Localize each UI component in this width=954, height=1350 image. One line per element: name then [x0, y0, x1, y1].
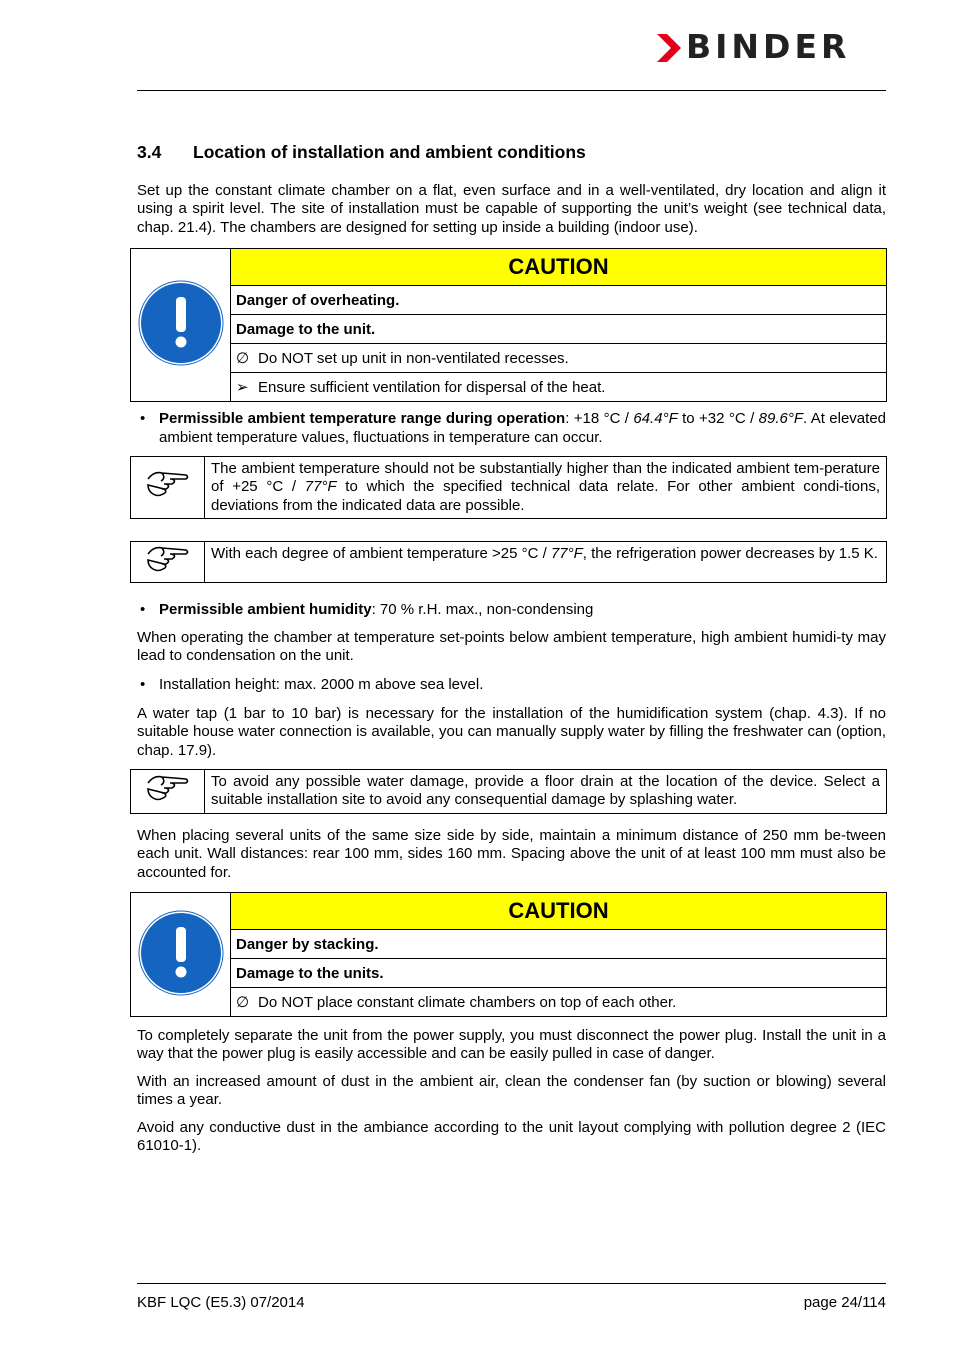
list-item-humidity: • Permissible ambient humidity: 70 % r.H. max., non-condensing [140, 601, 594, 618]
intro-paragraph: Set up the constant climate chamber on a flat, even surface and in a well-ventilated, dry location and align it using a spirit level. The site of installation must be capable of supporting the unit’s weight (see technical data, chap. 21.4). The chambers are designed for setting up inside a building (indoor use). [137, 182, 886, 236]
section-heading [137, 141, 586, 163]
pointing-hand-icon [146, 467, 190, 503]
section-number: 3.4 [137, 142, 162, 162]
power-plug-paragraph: To completely separate the unit from the power supply, you must disconnect the power plug. Install the unit in a way that the power plug is easily accessible and can be easily pulled in case of danger. [137, 1027, 886, 1063]
bullet-dot-icon: • [140, 601, 146, 618]
section-title: Location of installation and ambient conditions [193, 142, 586, 162]
binder-logo-icon [655, 32, 685, 64]
warning-icon-cell [131, 249, 231, 402]
caution-item [231, 344, 887, 373]
caution-title: CAUTION [231, 893, 887, 930]
footer-rule [137, 1283, 886, 1284]
caution-item-text: Ensure sufficient ventilation for dispersal of the heat. [258, 379, 606, 396]
note-box-ambient [130, 456, 887, 519]
caution-box-stacking [130, 892, 887, 1017]
pointing-hand-icon [146, 771, 190, 807]
caution-hazard: Danger by stacking. [231, 930, 887, 959]
caution-item-text: Do NOT place constant climate chambers on top of each other. [258, 994, 677, 1011]
note-icon-cell [131, 770, 205, 814]
note-text: With each degree of ambient temperature >25 °C / 77°F, the refrigeration power decreases by 1.5 K. [205, 542, 887, 583]
spacing-paragraph: When placing several units of the same size side by side, maintain a minimum distance of 250 mm be-tween each unit. Wall distances: rear 100 mm, sides 160 mm. Spacing above the unit of at least 100 mm must also be accounted for. [137, 827, 886, 881]
caution-consequence: Damage to the units. [231, 959, 887, 988]
caution-title: CAUTION [231, 249, 887, 286]
prohibition-icon: ∅ [236, 350, 250, 367]
caution-hazard: Danger of overheating. [231, 286, 887, 315]
note-box-refrigeration [130, 541, 887, 583]
note-text: To avoid any possible water damage, provide a floor drain at the location of the device. Select a suitable installation site to avoid any consequential damage by splashing water. [205, 770, 887, 814]
condensation-paragraph: When operating the chamber at temperature set-points below ambient temperature, high ambient humidi-ty may lead to condensation on the unit. [137, 629, 886, 665]
note-icon-cell [131, 457, 205, 519]
list-item-temperature: • Permissible ambient temperature range during operation: +18 °C / 64.4°F to +32 °C / 89.6°F. At elevated ambient temperature values, fluctuations in temperature can occur. [140, 410, 886, 446]
caution-box-overheating [130, 248, 887, 402]
exclamation-icon [138, 280, 224, 366]
pointing-hand-icon [146, 542, 190, 578]
brand-name: BINDER [686, 27, 851, 66]
dust-paragraph: With an increased amount of dust in the ambient air, clean the condenser fan (by suction or blowing) several times a year. [137, 1073, 886, 1109]
arrow-bullet-icon: ➢ [236, 379, 249, 396]
caution-item [231, 988, 887, 1017]
bullet-dot-icon: • [140, 410, 146, 427]
document-id: KBF LQC (E5.3) 07/2014 [137, 1294, 305, 1311]
note-icon-cell [131, 542, 205, 583]
page-number: page 24/114 [803, 1294, 886, 1311]
caution-item [231, 373, 887, 402]
conductive-dust-paragraph: Avoid any conductive dust in the ambiance according to the unit layout complying with pollution degree 2 (IEC 61010-1). [137, 1119, 886, 1155]
bullet-dot-icon: • [140, 676, 146, 693]
list-item-height: • Installation height: max. 2000 m above sea level. [140, 676, 484, 693]
prohibition-icon: ∅ [236, 994, 250, 1011]
note-text: The ambient temperature should not be substantially higher than the indicated ambient tem-perature of +25 °C / 77°F to which the specified technical data relate. For other ambient condi-tions, deviations from the indicated data are possible. [205, 457, 887, 519]
warning-icon-cell [131, 893, 231, 1017]
caution-item-text: Do NOT set up unit in non-ventilated recesses. [258, 350, 569, 367]
note-box-water [130, 769, 887, 814]
caution-consequence: Damage to the unit. [231, 315, 887, 344]
water-tap-paragraph: A water tap (1 bar to 10 bar) is necessary for the installation of the humidification system (chap. 4.3). If no suitable house water connection is available, you can manually supply water by filling the freshwater can (option, chap. 17.9). [137, 705, 886, 759]
exclamation-icon [138, 910, 224, 996]
header-rule [137, 90, 886, 91]
